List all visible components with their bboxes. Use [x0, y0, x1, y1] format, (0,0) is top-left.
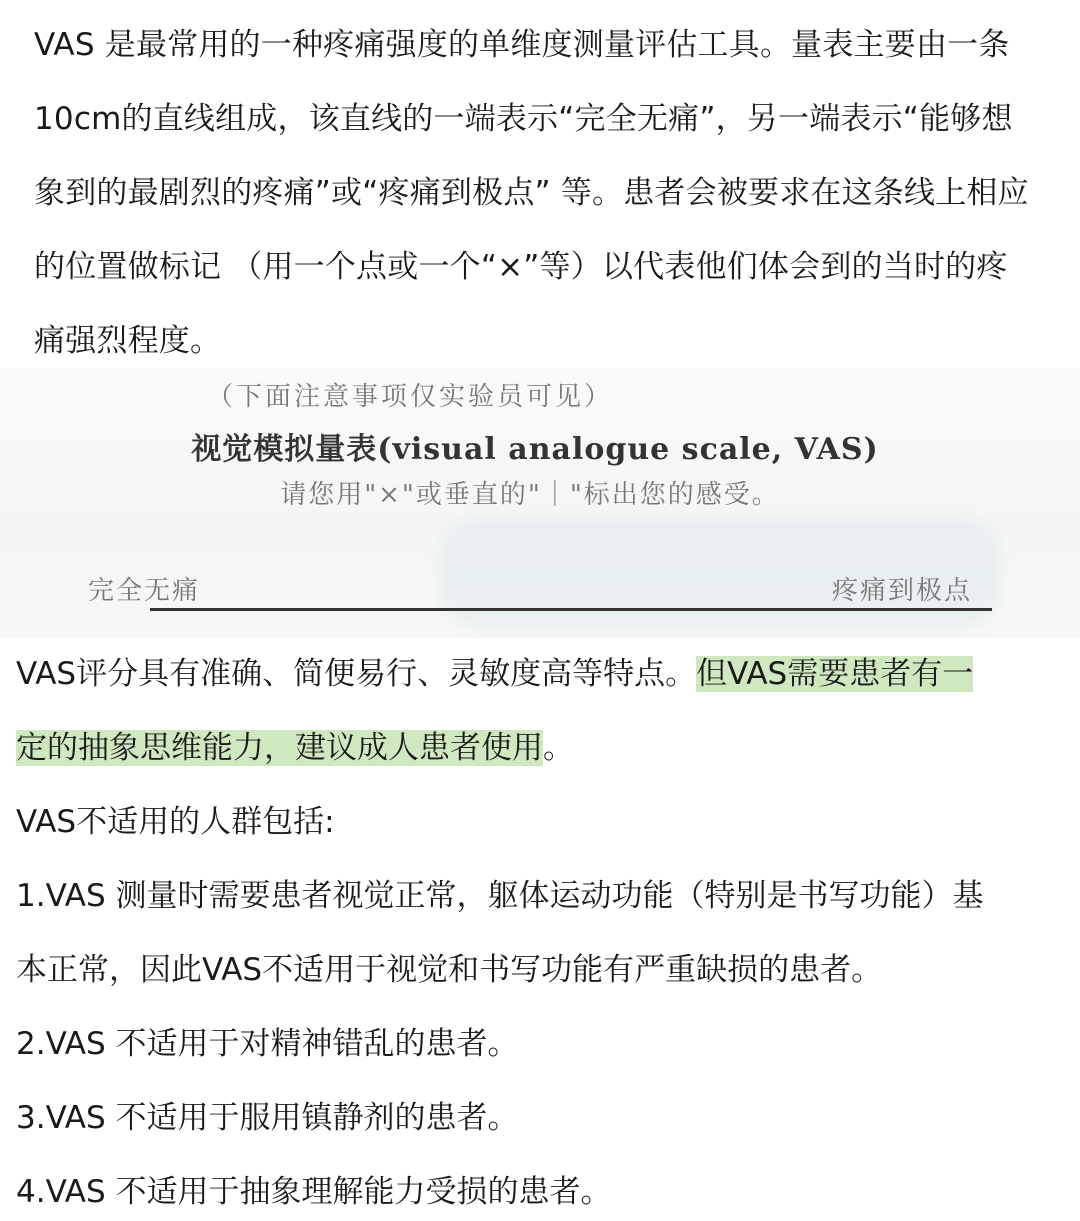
intro-paragraph: VAS 是最常用的一种疼痛强度的单维度测量评估工具。量表主要由一条10cm的直线组成，该直线的一端表示“完全无痛”，另一端表示“能够想象到的最剧烈的疼痛”或“疼痛到极点” 等。患者会被要求在这条线上相应的位置做标记 （用一个点或一个“×”等）以代表他们体会到的当时的疼痛强烈程度。 — [34, 27, 1029, 359]
list-item-2: 2.VAS 不适用于对精神错乱的患者。 — [16, 1026, 519, 1062]
features-text-end: 。 — [543, 730, 574, 766]
highlighted-text: 定的抽象思维能力，建议成人患者使用 — [16, 730, 543, 766]
list-item-4: 4.VAS 不适用于抽象理解能力受损的患者。 — [16, 1174, 612, 1210]
vas-scale-figure — [0, 368, 1080, 638]
features-line-1 — [16, 648, 973, 693]
figure-note: （下面注意事项仅实验员可见） — [206, 382, 613, 412]
list-item-1-line-2: 本正常，因此VAS不适用于视觉和书写功能有严重缺损的患者。 — [16, 952, 883, 988]
highlighted-text: 但VAS需要患者有一 — [696, 656, 974, 692]
features-text: VAS评分具有准确、简便易行、灵敏度高等特点。 — [16, 656, 697, 692]
scale-left-label: 完全无痛 — [88, 576, 201, 606]
figure-instruction: 请您用"×"或垂直的"｜"标出您的感受。 — [280, 480, 780, 510]
features-line-2 — [16, 722, 574, 767]
unsuitable-heading: VAS不适用的人群包括: — [16, 804, 335, 840]
list-item-1-line-1: 1.VAS 测量时需要患者视觉正常，躯体运动功能（特别是书写功能）基 — [16, 878, 984, 914]
scale-line — [150, 608, 992, 611]
figure-title: 视觉模拟量表(visual analogue scale, VAS) — [191, 432, 879, 467]
list-item-3: 3.VAS 不适用于服用镇静剂的患者。 — [16, 1100, 519, 1136]
scale-right-label: 疼痛到极点 — [832, 576, 973, 606]
